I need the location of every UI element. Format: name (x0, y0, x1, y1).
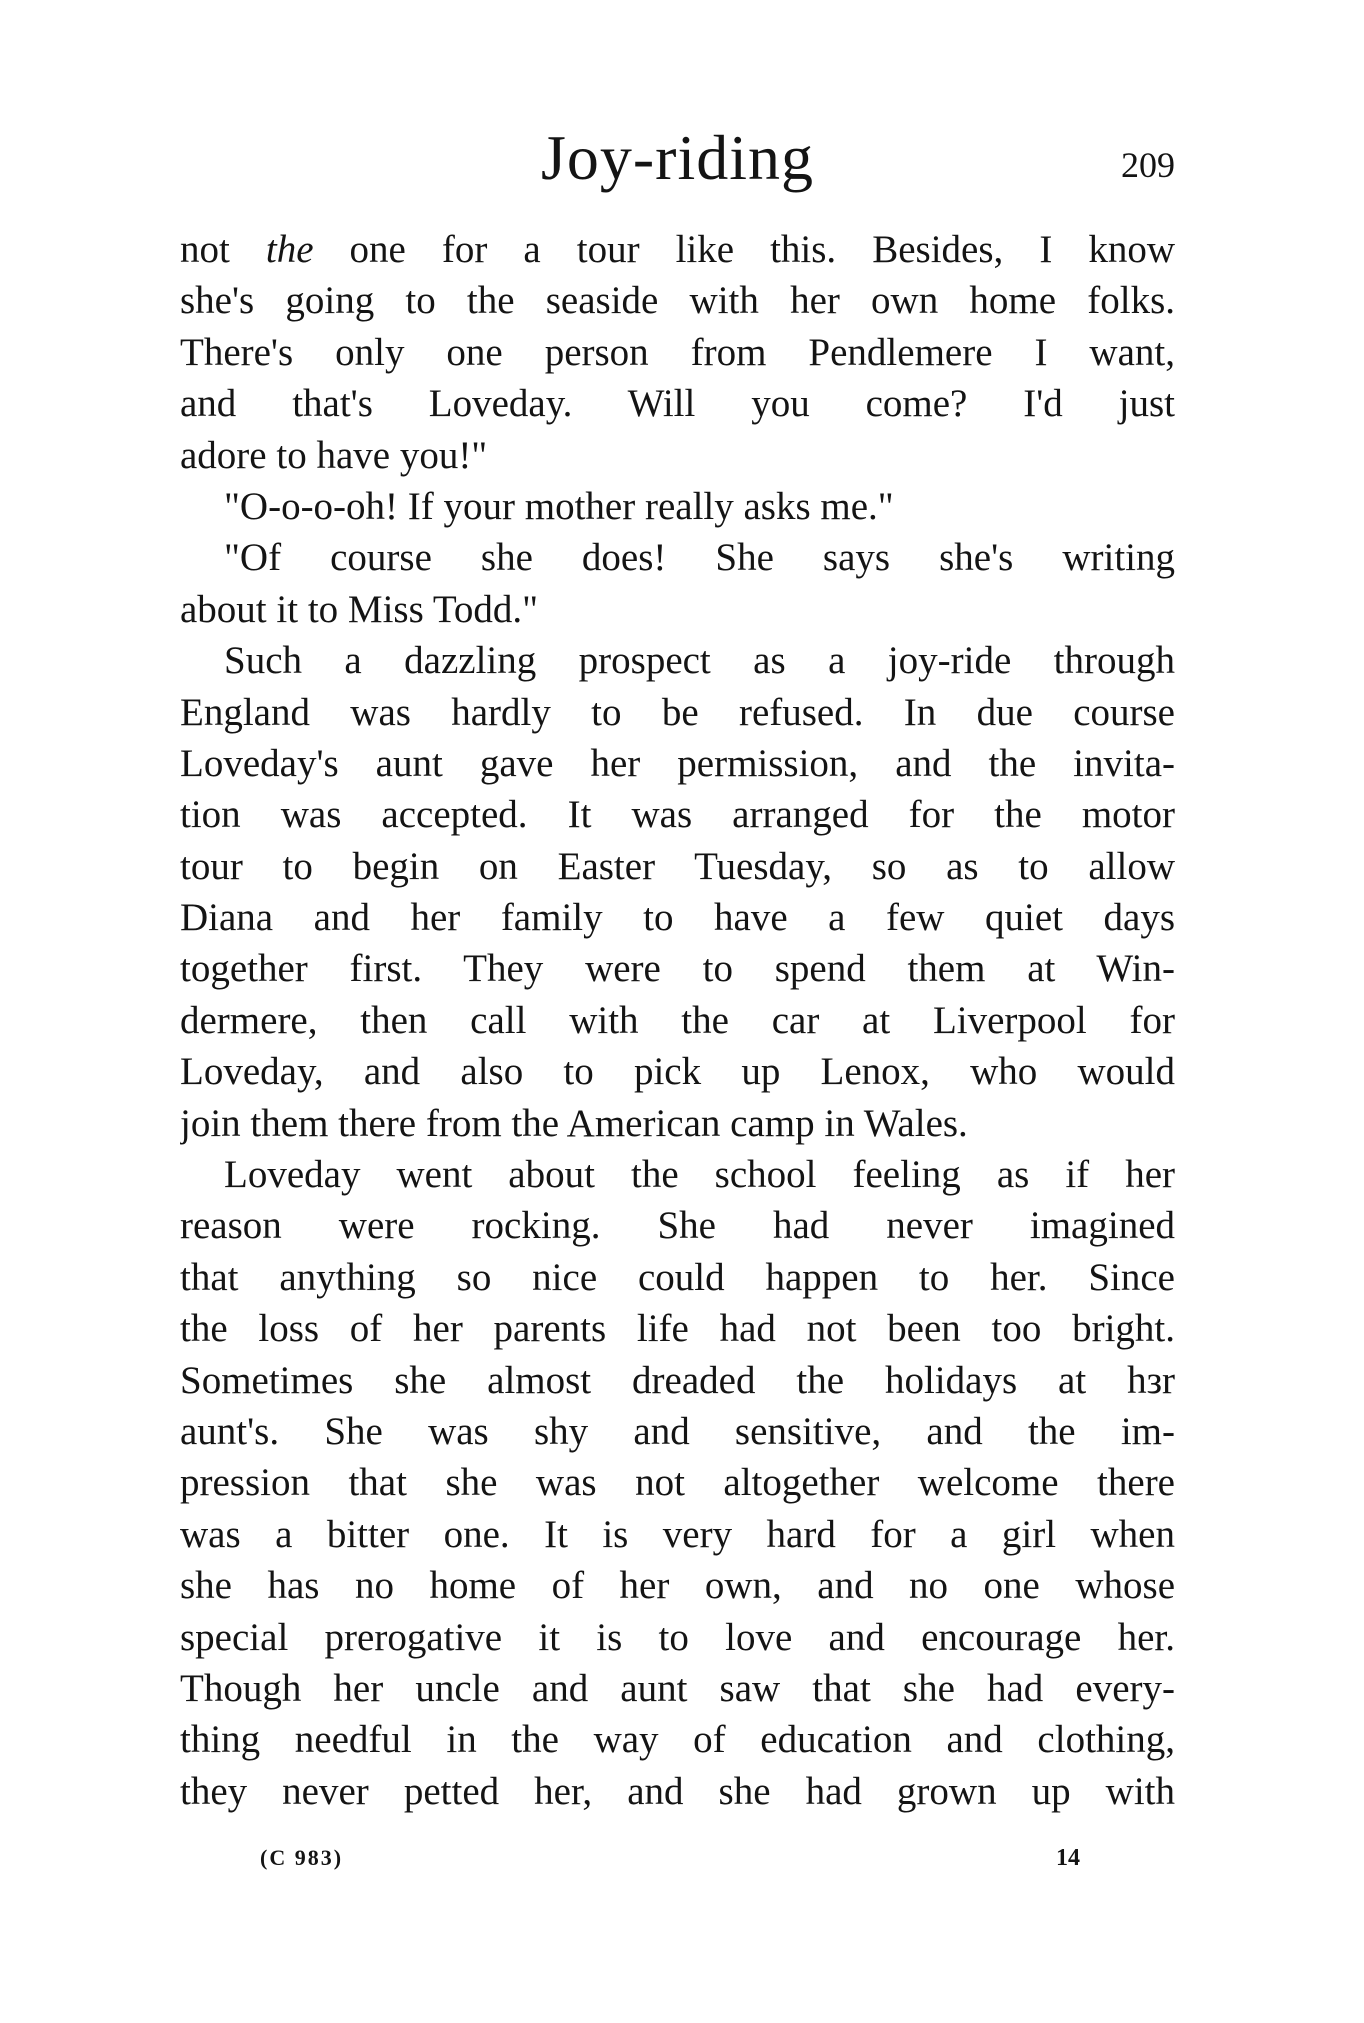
text-line: Such a dazzling prospect as a joy-ride through (224, 639, 1175, 683)
page-number: 209 (1121, 145, 1175, 185)
text-line: the loss of her parents life had not been too bright. (180, 1307, 1175, 1351)
text-line: Though her uncle and aunt saw that she had every- (180, 1666, 1175, 1710)
text-line: Sometimes she almost dreaded the holidays at hзr (180, 1358, 1175, 1402)
text-line: tion was accepted. It was arranged for the motor (180, 793, 1175, 837)
text-line: Loveday went about the school feeling as if her (224, 1153, 1175, 1197)
running-title: Joy-riding (540, 122, 815, 193)
text-line: join them there from the American camp in Wales. (180, 1101, 968, 1145)
text-line: Diana and her family to have a few quiet days (180, 896, 1175, 940)
text-line: they never petted her, and she had grown up with (180, 1769, 1175, 1813)
text-line: tour to begin on Easter Tuesday, so as to allow (180, 844, 1175, 888)
running-head (180, 118, 1175, 208)
text-line: thing needful in the way of education and clothing, (180, 1718, 1175, 1762)
text-line: special prerogative it is to love and encourage her. (180, 1615, 1175, 1659)
text-line: "O-o-o-oh! If your mother really asks me." (224, 484, 894, 528)
text-line: she's going to the seaside with her own home folks. (180, 279, 1175, 323)
text-line: together first. They were to spend them at Win- (180, 947, 1175, 991)
text-line: England was hardly to be refused. In due course (180, 690, 1175, 734)
body-text (180, 224, 1175, 1817)
text-line: she has no home of her own, and no one whose (180, 1564, 1175, 1608)
text-line: was a bitter one. It is very hard for a girl when (180, 1512, 1175, 1556)
text-line: not the one for a tour like this. Besides, I know (180, 228, 1175, 271)
text-line: about it to Miss Todd." (180, 587, 539, 631)
text-line: There's only one person from Pendlemere I want, (180, 330, 1175, 374)
text-line: that anything so nice could happen to her. Since (180, 1255, 1175, 1299)
text-line: and that's Loveday. Will you come? I'd just (180, 382, 1175, 426)
text-line: Loveday, and also to pick up Lenox, who would (180, 1050, 1175, 1094)
printer-signature-mark: (C 983) (260, 1845, 344, 1870)
text-line: "Of course she does! She says she's writing (224, 536, 1175, 580)
text-line: pression that she was not altogether welcome there (180, 1461, 1175, 1505)
emphasis: the (265, 228, 314, 271)
text-line: reason were rocking. She had never imagined (180, 1204, 1175, 1248)
signature-number: 14 (1056, 1845, 1080, 1871)
text-line: dermere, then call with the car at Liverpool for (180, 998, 1175, 1042)
text-line: Loveday's aunt gave her permission, and the invita- (180, 741, 1175, 785)
printer-signature-line (260, 1838, 1080, 1878)
text-line: adore to have you!" (180, 433, 488, 477)
text-line: aunt's. She was shy and sensitive, and the im- (180, 1409, 1175, 1453)
